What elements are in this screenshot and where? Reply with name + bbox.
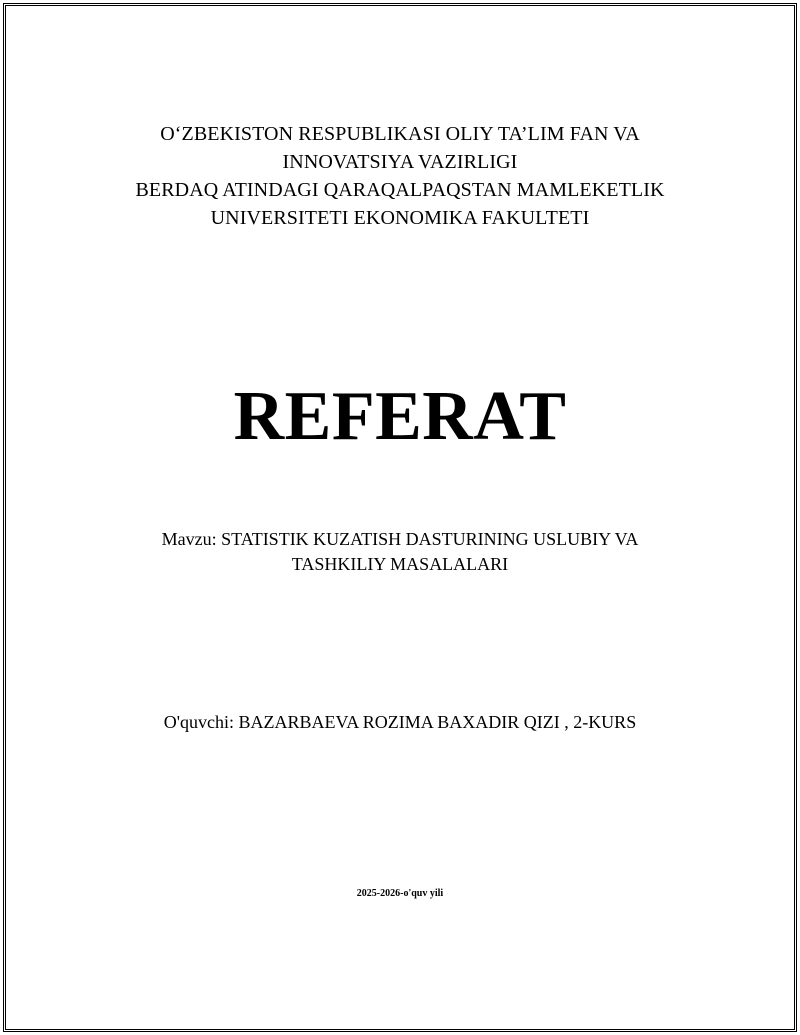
institution-line-1: O‘ZBEKISTON RESPUBLIKASI OLIY TA’LIM FAN VA [160, 123, 640, 145]
institution-line-4: UNIVERSITETI EKONOMIKA FAKULTETI [210, 207, 590, 229]
topic-line-1: Mavzu: STATISTIK KUZATISH DASTURINING USLUBIY VA [161, 529, 639, 549]
institution-line-2: INNOVATSIYA VAZIRLIGI [282, 151, 518, 173]
topic-line-2: TASHKILIY MASALALARI [291, 554, 509, 574]
student-info: O'quvchi: BAZARBAEVA ROZIMA BAXADIR QIZI , 2-KURS [163, 712, 637, 732]
academic-year: 2025-2026-o'quv yili [356, 888, 444, 899]
document-title: REFERAT [233, 378, 567, 455]
institution-line-3: BERDAQ ATINDAGI QARAQALPAQSTAN MAMLEKETLIK [135, 179, 665, 201]
topic-block [0, 527, 800, 577]
institution-header [0, 120, 800, 232]
